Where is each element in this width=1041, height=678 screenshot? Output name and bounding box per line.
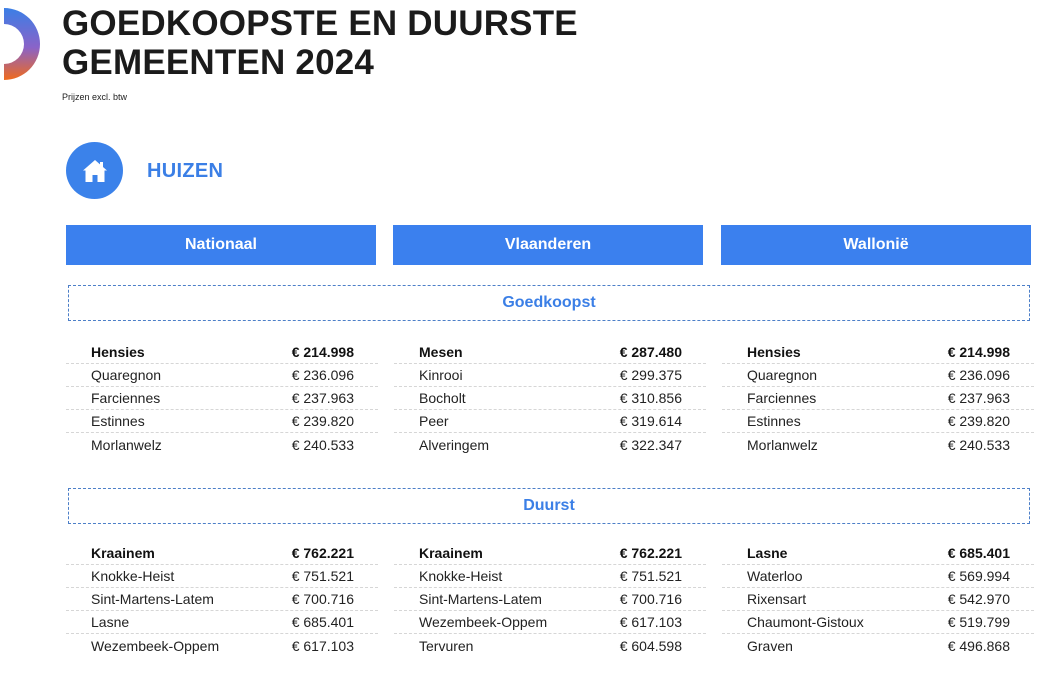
municipality-price: € 287.480 — [619, 344, 682, 360]
municipality-price: € 685.401 — [291, 614, 354, 630]
municipality-price: € 700.716 — [619, 591, 682, 607]
municipality-name: Alveringem — [419, 436, 490, 453]
municipality-price: € 685.401 — [947, 545, 1010, 561]
list-cheapest-flanders — [394, 341, 706, 456]
tab-wallonie[interactable]: Wallonië — [721, 225, 1031, 265]
group-header-cheapest: Goedkoopst — [68, 285, 1030, 321]
list-item — [394, 565, 706, 588]
municipality-price: € 214.998 — [947, 344, 1010, 360]
list-item — [722, 341, 1034, 364]
municipality-name: Knokke-Heist — [91, 568, 175, 584]
municipality-price: € 310.856 — [619, 390, 682, 406]
municipality-price: € 237.963 — [947, 390, 1010, 406]
municipality-name: Morlanwelz — [747, 436, 818, 453]
municipality-name: Kraainem — [91, 545, 155, 561]
list-item — [66, 588, 378, 611]
list-item — [394, 364, 706, 387]
municipality-name: Wezembeek-Oppem — [91, 637, 220, 654]
municipality-price: € 519.799 — [947, 614, 1010, 630]
municipality-price: € 239.820 — [291, 413, 354, 429]
list-item — [722, 433, 1034, 456]
list-item — [394, 542, 706, 565]
municipality-price: € 496.868 — [947, 637, 1010, 654]
municipality-price: € 762.221 — [619, 545, 682, 561]
municipality-name: Sint-Martens-Latem — [91, 591, 214, 607]
municipality-name: Knokke-Heist — [419, 568, 503, 584]
municipality-price: € 237.963 — [291, 390, 354, 406]
municipality-price: € 762.221 — [291, 545, 354, 561]
municipality-price: € 617.103 — [619, 614, 682, 630]
municipality-name: Estinnes — [91, 413, 145, 429]
municipality-name: Quaregnon — [91, 367, 162, 383]
municipality-name: Morlanwelz — [91, 436, 162, 453]
list-item — [394, 387, 706, 410]
list-item — [66, 542, 378, 565]
tab-vlaanderen[interactable]: Vlaanderen — [393, 225, 703, 265]
municipality-name: Wezembeek-Oppem — [419, 614, 548, 630]
list-expensive-wallonia — [722, 542, 1034, 657]
list-item — [394, 410, 706, 433]
page-title: GOEDKOOPSTE EN DUURSTE GEMEENTEN 2024 — [62, 4, 578, 82]
page-subtitle: Prijzen excl. btw — [62, 92, 128, 102]
municipality-name: Quaregnon — [747, 367, 818, 383]
municipality-name: Hensies — [747, 344, 801, 360]
list-item — [394, 634, 706, 657]
municipality-price: € 214.998 — [291, 344, 354, 360]
municipality-name: Kraainem — [419, 545, 483, 561]
list-item — [66, 410, 378, 433]
list-item — [722, 634, 1034, 657]
list-item — [394, 433, 706, 456]
municipality-name: Tervuren — [419, 637, 474, 654]
municipality-name: Hensies — [91, 344, 145, 360]
municipality-name: Estinnes — [747, 413, 801, 429]
municipality-name: Lasne — [747, 545, 788, 561]
municipality-price: € 604.598 — [619, 637, 682, 654]
municipality-price: € 322.347 — [619, 436, 682, 453]
municipality-name: Waterloo — [747, 568, 803, 584]
list-item — [66, 341, 378, 364]
list-item — [394, 341, 706, 364]
list-item — [66, 364, 378, 387]
municipality-name: Mesen — [419, 344, 463, 360]
municipality-name: Lasne — [91, 614, 130, 630]
tab-nationaal[interactable]: Nationaal — [66, 225, 376, 265]
municipality-name: Rixensart — [747, 591, 807, 607]
list-item — [722, 611, 1034, 634]
municipality-name: Kinrooi — [419, 367, 463, 383]
municipality-name: Sint-Martens-Latem — [419, 591, 542, 607]
list-expensive-national — [66, 542, 378, 657]
list-item — [722, 542, 1034, 565]
list-item — [394, 611, 706, 634]
list-item — [66, 565, 378, 588]
list-item — [722, 387, 1034, 410]
municipality-name: Farciennes — [91, 390, 161, 406]
list-expensive-flanders — [394, 542, 706, 657]
list-item — [722, 410, 1034, 433]
municipality-price: € 569.994 — [947, 568, 1010, 584]
list-cheapest-national — [66, 341, 378, 456]
municipality-price: € 700.716 — [291, 591, 354, 607]
municipality-name: Graven — [747, 637, 793, 654]
municipality-price: € 319.614 — [619, 413, 682, 429]
list-item — [66, 611, 378, 634]
list-item — [722, 565, 1034, 588]
list-item — [722, 588, 1034, 611]
municipality-price: € 240.533 — [291, 436, 354, 453]
section-title: HUIZEN — [147, 160, 224, 182]
municipality-price: € 751.521 — [619, 568, 682, 584]
list-item — [66, 387, 378, 410]
municipality-price: € 299.375 — [619, 367, 682, 383]
list-item — [66, 634, 378, 657]
municipality-name: Bocholt — [419, 390, 466, 406]
municipality-price: € 542.970 — [947, 591, 1010, 607]
logo-icon — [0, 8, 44, 80]
list-item — [394, 588, 706, 611]
house-icon — [66, 142, 123, 199]
municipality-name: Chaumont-Gistoux — [747, 614, 864, 630]
list-cheapest-wallonia — [722, 341, 1034, 456]
municipality-price: € 239.820 — [947, 413, 1010, 429]
municipality-price: € 236.096 — [947, 367, 1010, 383]
municipality-price: € 751.521 — [291, 568, 354, 584]
municipality-price: € 236.096 — [291, 367, 354, 383]
list-item — [66, 433, 378, 456]
municipality-name: Peer — [419, 413, 449, 429]
group-header-expensive: Duurst — [68, 488, 1030, 524]
municipality-price: € 240.533 — [947, 436, 1010, 453]
municipality-name: Farciennes — [747, 390, 817, 406]
municipality-price: € 617.103 — [291, 637, 354, 654]
list-item — [722, 364, 1034, 387]
